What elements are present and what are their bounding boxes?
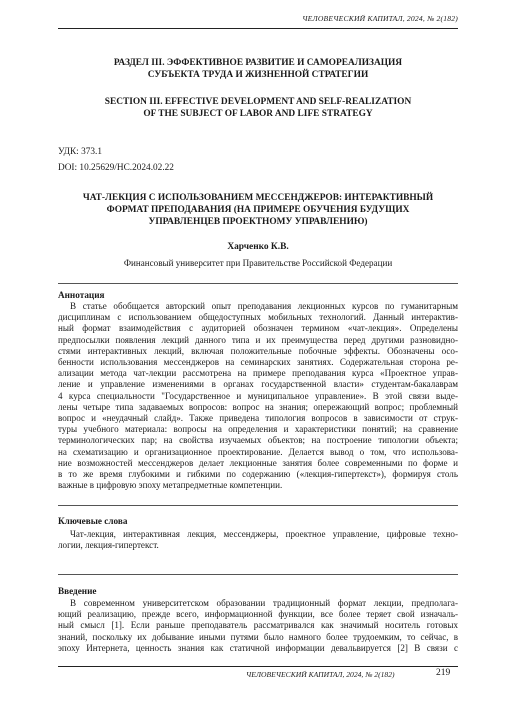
keywords-line: логии, лекция-гипертекст. (58, 540, 159, 551)
article-title-line: ФОРМАТ ПРЕПОДАВАНИЯ (НА ПРИМЕРЕ ОБУЧЕНИЯ БУДУЩИХ (106, 205, 410, 216)
section-title-en-line: OF THE SUBJECT OF LABOR AND LIFE STRATEGY (143, 109, 373, 120)
abstract-line: дисциплинам с использованием общедоступных мобильных технологий. Данный интерактив- (58, 312, 458, 323)
abstract-line: ление и управление изменениями в органах государственной власти» студентам-бакалаврам (58, 379, 458, 390)
article-title-line: УПРАВЛЕНЦЕВ ПРОЕКТНОМУ УПРАВЛЕНИЮ) (148, 217, 368, 228)
abstract-line: лены четыре типа задаваемых вопросов: вопрос на знания; опережающий вопрос; проблемный (58, 401, 458, 412)
page-number: 219 (436, 668, 451, 678)
keywords-heading: Ключевые слова (58, 516, 128, 526)
abstract-line: на схематизацию и организационное проектирование. Делается вывод о том, что использова- (58, 446, 458, 457)
abstract-line: предпосылки появления лекций данного типа и их преимущества перед другими разновидно- (58, 334, 458, 345)
intro-line: знаний, поскольку их добывание иными путями было намного более трудоемким, то сейчас, в (58, 631, 458, 642)
abstract-line: терминологических пар; на свойства изучаемых объектов; на построение типологии объекта; (58, 435, 458, 446)
doi: DOI: 10.25629/HC.2024.02.22 (58, 163, 174, 173)
intro-line: эпоху Интернета, ценность знания как статичной информации девальвируется [2] В связи с (58, 642, 458, 653)
section-title-ru-line: СУБЪЕКТА ТРУДА И ЖИЗНЕННОЙ СТРАТЕГИИ (147, 70, 369, 81)
abstract-line: стями интерактивных лекций, включая положительные побочные эффекты. Обозначены осо- (58, 345, 458, 356)
intro-line: В современном университетском образовании традиционный формат лекции, предполага- (70, 598, 458, 608)
intro-rule (58, 574, 458, 575)
section-title-ru-line: РАЗДЕЛ III. ЭФФЕКТИВНОЕ РАЗВИТИЕ И САМОРЕАЛИЗАЦИЯ (113, 58, 403, 68)
intro-line: ный смысл [1]. Если раньше преподаватель рассматривался как значимый носитель готовых (58, 620, 458, 631)
running-footer: ЧЕЛОВЕЧЕСКИЙ КАПИТАЛ, 2024, № 2(182) (246, 670, 395, 679)
abstract-text (58, 301, 458, 491)
keywords-rule (58, 505, 458, 506)
running-header: ЧЕЛОВЕЧЕСКИЙ КАПИТАЛ, 2024, № 2(182) (302, 14, 458, 23)
footer-rule (58, 666, 458, 667)
intro-line: ющий реализацию, прежде всего, информационной функции, все более теряет свой изначаль- (58, 609, 458, 620)
abstract-line: 4 курса специальности "Государственное и муниципальное управление». В этой связи выде- (58, 390, 458, 401)
section-title-ru (58, 57, 458, 81)
author-name: Харченко К.В. (227, 242, 289, 252)
abstract-line: бенности использования мессенджеров на семинарских занятиях. Содержательная сторона ре- (58, 357, 458, 368)
intro-text (58, 598, 458, 654)
header-rule (58, 28, 458, 29)
abstract-line: ный формат взаимодействия с аудиторией обозначен термином «чат-лекция». Определены (58, 323, 458, 334)
abstract-heading: Аннотация (58, 290, 105, 300)
abstract-line: важные в цифровую эпоху метапредметные компетенции. (58, 480, 283, 491)
abstract-line: ние возможностей мессенджеров делает лекционные занятия более современными по форме и (58, 457, 458, 468)
abstract-line: ализации метода чат-лекции рассмотрена на примере преподавания курса «Проектное управ- (58, 368, 458, 379)
abstract-line: В статье обобщается авторский опыт преподавания лекционных курсов по гуманитарным (70, 301, 458, 311)
abstract-line: в то же время глубокими и гибкими по содержанию («лекция-гипертекст»), формируя столь (58, 469, 458, 480)
udk-code: УДК: 373.1 (58, 147, 103, 157)
author-affiliation: Финансовый университет при Правительстве Российской Федерации (123, 258, 393, 268)
section-title-en-line: SECTION III. EFFECTIVE DEVELOPMENT AND SELF-REALIZATION (104, 97, 412, 107)
abstract-line: вопрос и «неудачный слайд». Также приведена типология вопросов в зависимости от струк- (58, 413, 458, 424)
abstract-line: туры учебного материала: вопросы на определения и характеристики понятий; на сравнение (58, 424, 458, 435)
article-title-line: ЧАТ-ЛЕКЦИЯ С ИСПОЛЬЗОВАНИЕМ МЕССЕНДЖЕРОВ: ИНТЕРАКТИВНЫЙ (82, 193, 434, 203)
intro-heading: Введение (58, 586, 97, 596)
article-title (58, 192, 458, 229)
keywords-line: Чат-лекция, интерактивная лекция, мессенджеры, проектное управление, цифровые техно- (70, 529, 458, 539)
section-title-en (58, 96, 458, 120)
abstract-rule (58, 283, 458, 284)
keywords-text (58, 529, 458, 551)
